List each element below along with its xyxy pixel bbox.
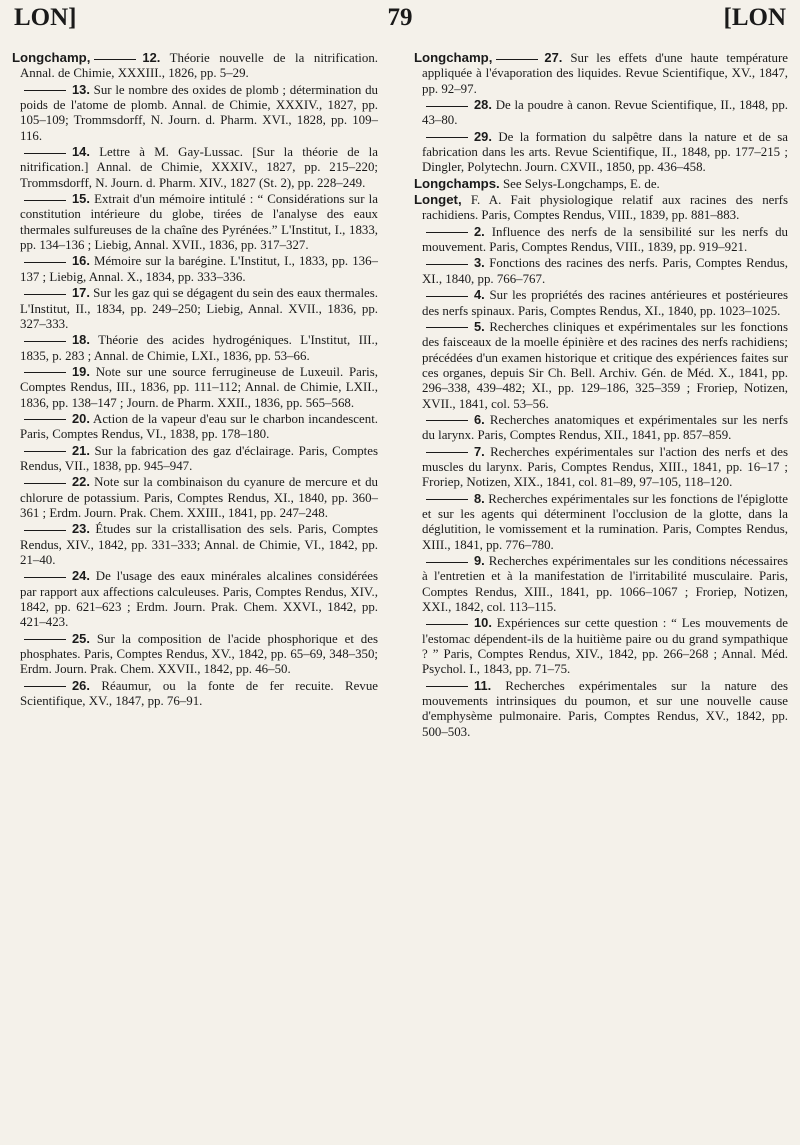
bibliography-entry [12,82,378,144]
ditto-dash [24,639,66,640]
bibliography-entry [414,50,788,97]
left-column [12,50,378,709]
ditto-dash [94,59,136,60]
entry-text: Sur la composition de l'acide phosphorique et des phosphates. Paris, Comptes Rendus, XV., 1842, pp. 65–69, 348–350; Erdm. Journ. Prak. Chem. XXVII., 1842, pp. 46–50. [20,631,378,677]
bibliography-entry [12,474,378,521]
bibliography-entry [414,176,788,192]
ditto-dash [24,90,66,91]
entry-number: 12. [142,50,161,65]
ditto-dash [426,420,468,421]
entry-text: Sur la fabrication des gaz d'éclairage. Paris, Comptes Rendus, VII., 1838, pp. 945–947. [20,443,378,473]
bibliography-entry [12,568,378,630]
entry-number: 4. [474,287,485,303]
entry-number: 2. [474,223,485,239]
bibliography-entry [12,521,378,568]
entry-text: Études sur la cristallisation des sels. Paris, Comptes Rendus, XIV., 1842, pp. 331–333; Annal. de Chimie, VI., 1842, pp. 21–40. [20,522,378,567]
ditto-dash [24,372,66,373]
entry-text: Expériences sur cette question : “ Les mouvements de l'estomac dépendent-ils de la huitième paire ou du grand sympathique ? ” Paris, Comptes Rendus, XIV., 1842, pp. 266–268 ; Annal. Méd. Psychol. I., 1843, pp. 71–75. [422,616,788,677]
entry-text: Recherches expérimentales sur les conditions nécessaires à l'entretien et à la manifestation de l'irritabilité musculaire. Paris, Comptes Rendus, XIII., 1841, pp. 1066–1067 ; Froriep, Notizen, XXI., 1842, col. 113–115. [422,554,788,615]
entry-number: 25. [72,630,90,646]
entry-number: 21. [72,442,90,458]
entry-text: Réaumur, ou la fonte de fer recuite. Revue Scientifique, XV., 1847, pp. 76–91. [20,678,378,709]
entry-number: 11. [474,677,492,693]
entry-number: 16. [72,253,90,269]
entry-text: Lettre à M. Gay-Lussac. [Sur la théorie de la nitrification.] Annal. de Chimie, XXXIV., 1827, pp. 215–220; Trommsdorff, N. Journ. d. Pharm. XIV., 1827 (St. 2), pp. 228–249. [20,145,378,190]
ditto-dash [426,327,468,328]
bibliography-entry [414,255,788,287]
bibliography-entry [12,364,378,411]
entry-text: De la formation du salpêtre dans la nature et de sa fabrication dans les arts. Revue Scientifique, II., 1848, pp. 177–215 ; Dingler, Polytechn. Journ. CXVII., 1850, pp. 436–458. [422,129,788,175]
entry-text: Recherches expérimentales sur les fonctions de l'épiglotte et sur les agents qui déterminent l'occlusion de la glotte, dans la déglutition, le vomissement et la rumination. Paris, Comptes Rendus, XIII., 1841, pp. 776–780. [422,491,788,552]
author-name: Longchamp, [12,50,91,65]
entry-text: Note sur la combinaison du cyanure de mercure et du chlorure de potassium. Paris, Comptes Rendus, XI., 1840, pp. 360–361 ; Erdm. Journ. Prak. Chem. XXIII., 1841, pp. 247–248. [20,475,378,520]
ditto-dash [426,232,468,233]
bibliography-entry [414,97,788,129]
entry-text: Mémoire sur la barégine. L'Institut, I., 1833, pp. 136–137 ; Liebig, Annal. X., 1834, pp. 333–336. [20,254,378,284]
page-number: 79 [387,4,413,31]
bibliography-entry [414,444,788,491]
entry-text: Théorie nouvelle de la nitrification. Annal. de Chimie, XXXIII., 1826, pp. 5–29. [20,51,378,81]
entry-text: De l'usage des eaux minérales alcalines considérées par rapport aux affections calculeuses. Paris, Comptes Rendus, XIV., 1842, pp. 621–623 ; Erdm. Journ. Prak. Chem. XXVI., 1842, pp. 421–423. [20,569,378,630]
ditto-dash [24,262,66,263]
ditto-dash [426,296,468,297]
bibliography-entry [12,50,378,82]
ditto-dash [24,530,66,531]
bibliography-entry [414,192,788,224]
entry-text: Sur les propriétés des racines antérieures et postérieures des nerfs spinaux. Paris, Comptes Rendus, XI., 1840, pp. 1023–1025. [422,288,788,318]
ditto-dash [426,106,468,107]
entry-number: 14. [72,144,90,160]
entry-number: 3. [474,255,485,271]
ditto-dash [426,264,468,265]
ditto-dash [426,137,468,138]
ditto-dash [24,483,66,484]
entry-number: 5. [474,318,485,334]
header-right: [LON [723,4,786,31]
entry-number: 9. [474,553,485,568]
ditto-dash [24,200,66,201]
ditto-dash [24,686,66,687]
entry-number: 23. [72,521,90,537]
entry-number: 26. [72,677,90,693]
bibliography-entry [12,253,378,285]
entry-number: 7. [474,443,485,459]
right-column [414,50,788,740]
entry-text: Sur les gaz qui se dégagent du sein des eaux thermales. L'Institut, II., 1834, pp. 249–250; Liebig, Annal. XVII., 1836, pp. 327–333. [20,286,378,331]
ditto-dash [24,451,66,452]
ditto-dash [496,59,538,60]
bibliography-entry [414,287,788,319]
entry-text: Théorie des acides hydrogéniques. L'Institut, III., 1835, p. 283 ; Annal. de Chimie, LXI., 1836, pp. 53–66. [20,333,378,363]
entry-text: Fonctions des racines des nerfs. Paris, Comptes Rendus, XI., 1840, pp. 766–767. [422,256,788,286]
ditto-dash [24,294,66,295]
author-name: Longchamp, [414,50,493,65]
entry-number: 24. [72,568,90,584]
bibliography-entry [414,412,788,444]
running-header [14,4,786,38]
entry-text: Action de la vapeur d'eau sur le charbon incandescent. Paris, Comptes Rendus, VI., 1838, pp. 178–180. [20,411,378,442]
entry-number: 27. [544,50,563,65]
bibliography-entry [414,678,788,740]
bibliography-entry [414,224,788,256]
entry-text: Note sur une source ferrugineuse de Luxeuil. Paris, Comptes Rendus, III., 1836, pp. 111–112; Annal. de Chimie, LXII., 1836, pp. 138–147 ; Journ. de Pharm. XXII., 1836, pp. 565–568. [20,364,378,410]
entry-text: Recherches expérimentales sur la nature des mouvements intrinsiques du poumon, et sur une nouvelle cause d'emphysème pulmonaire. Paris, Comptes Rendus, XV., 1842, pp. 500–503. [422,678,788,739]
entry-number: 28. [474,97,492,113]
entry-text: Recherches expérimentales sur l'action des nerfs et des muscles du larynx. Paris, Comptes Rendus, XIII., 1841, pp. 16–17 ; Froriep, Notizen, XIX., 1841, col. 81–89, 97–105, 118–120. [422,444,788,490]
bibliography-entry [12,443,378,475]
header-left: LON] [14,4,77,31]
author-name: Longet, [414,192,462,208]
entry-text: Recherches cliniques et expérimentales sur les fonctions des faisceaux de la moelle épinière et des racines des nerfs rachidiens; précédées d'un examen historique et critique des expériences faites sur ces organes, depuis Sir Ch. Bell. Archiv. Gén. de Méd. X., 1841, pp. 296–338, 439–482; XI., pp. 129–186, 325–359 ; Froriep, Notizen, XVII., 1841, col. 53–56. [422,319,788,411]
entry-number: 17. [72,285,90,301]
entry-text: See Selys-Longchamps, E. de. [502,176,660,191]
bibliography-entry [414,615,788,677]
bibliography-entry [12,678,378,710]
author-name: Longchamps. [414,175,500,191]
entry-text: Extrait d'un mémoire intitulé : “ Considérations sur la constitution intérieure du globe, tirées de l'analyse des eaux thermales sulfureuses de la chaîne des Pyrénées.” L'Institut, I., 1833, pp. 134–136 ; Liebig, Annal. XVII., 1836, pp. 317–327. [20,192,378,253]
entry-number: 19. [72,363,90,379]
bibliography-entry [12,631,378,678]
entry-number: 18. [72,332,90,348]
bibliography-entry [414,319,788,412]
bibliography-entry [414,129,788,176]
entry-number: 29. [474,128,492,144]
ditto-dash [24,577,66,578]
entry-text: Sur les effets d'une haute température appliquée à l'évaporation des liquides. Revue Scientifique, XV., 1847, pp. 92–97. [422,51,788,96]
bibliography-entry [12,332,378,364]
entry-number: 6. [474,411,485,427]
bibliography-entry [12,411,378,443]
bibliography-entry [12,144,378,191]
bibliography-entry [414,553,788,615]
bibliography-entry [414,491,788,553]
ditto-dash [426,686,468,687]
entry-number: 8. [474,490,485,506]
entry-number: 15. [72,191,90,207]
entry-number: 20. [72,410,90,426]
ditto-dash [426,499,468,500]
ditto-dash [24,341,66,342]
entry-number: 13. [72,81,90,97]
entry-text: De la poudre à canon. Revue Scientifique, II., 1848, pp. 43–80. [422,98,788,128]
entry-text: Influence des nerfs de la sensibilité sur les nerfs du mouvement. Paris, Comptes Rendus, VIII., 1839, pp. 919–921. [422,224,788,255]
entry-number: 10. [474,615,492,631]
ditto-dash [24,153,66,154]
entry-number: 22. [72,474,90,490]
entry-text: Recherches anatomiques et expérimentales sur les nerfs du larynx. Paris, Comptes Rendus, XII., 1841, pp. 857–859. [422,412,788,443]
entry-text: Sur le nombre des oxides de plomb ; détermination du poids de l'atome de plomb. Annal. de Chimie, XXXIV., 1827, pp. 105–109; Trommsdorff, N. Journ. d. Pharm. XVI., 1828, pp. 109–116. [20,82,378,143]
ditto-dash [24,419,66,420]
ditto-dash [426,624,468,625]
bibliography-entry [12,285,378,332]
entry-text: F. A. Fait physiologique relatif aux racines des nerfs rachidiens. Paris, Comptes Rendus, VIII., 1839, pp. 881–883. [422,193,788,223]
ditto-dash [426,452,468,453]
bibliography-entry [12,191,378,253]
ditto-dash [426,562,468,563]
